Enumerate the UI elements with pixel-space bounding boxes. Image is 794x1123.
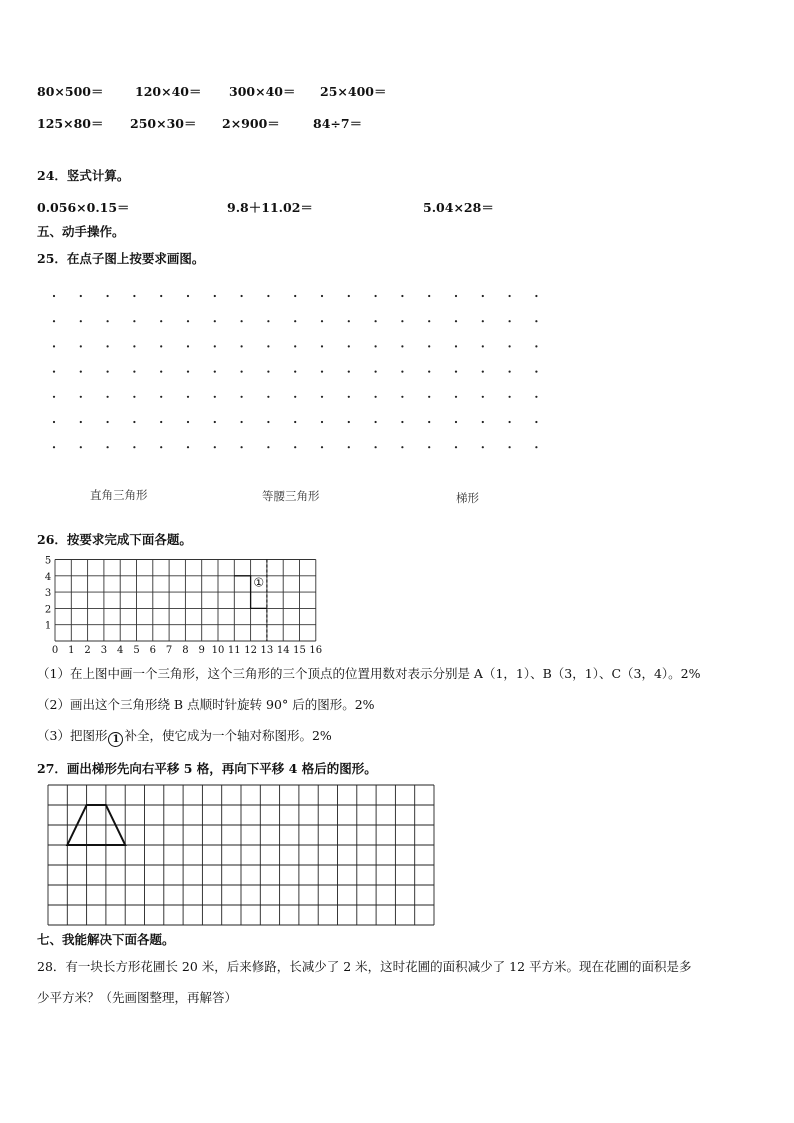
x-tick-label: 14 [276,645,290,656]
x-tick-label: 7 [165,645,173,656]
question-26-title: 26．按要求完成下面各题。 [37,532,192,547]
oral-item: 300×40＝ [229,84,296,99]
x-tick-label: 13 [260,645,274,656]
shape-label: ① [253,575,265,590]
x-tick-label: 4 [117,645,124,656]
oral-item: 84÷7＝ [313,116,363,131]
x-tick-label: 5 [133,645,140,656]
q24-item: 0.056×0.15＝ [37,200,130,215]
section-7-heading: 七、我能解决下面各题。 [37,932,175,947]
x-tick-label: 3 [100,645,108,656]
oral-item: 125×80＝ [37,116,104,131]
y-tick-label: 3 [44,588,52,600]
q26-sub3-prefix: （3）把图形 [37,728,108,743]
question-25-title: 25．在点子图上按要求画图。 [37,251,205,266]
y-tick-label: 4 [44,571,52,583]
q26-sub2: （2）画出这个三角形绕 B 点顺时针旋转 90° 后的图形。2% [37,697,375,712]
section-5-heading: 五、动手操作。 [37,224,125,239]
y-tick-label: 5 [44,555,52,567]
y-tick-label: 1 [44,620,52,632]
q26-sub1: （1）在上图中画一个三角形，这个三角形的三个顶点的位置用数对表示分别是 A（1，1）、B（3，1）、C（3，4）。2% [37,666,701,681]
oral-item: 2×900＝ [222,116,280,131]
x-tick-label: 15 [293,645,306,656]
q26-sub3-suffix: 补全，使它成为一个轴对称图形。2% [124,728,332,743]
x-tick-label: 9 [198,645,205,656]
question-24-title: 24．竖式计算。 [37,168,130,183]
circled-number: 1 [112,734,120,745]
q24-item: 5.04×28＝ [423,200,494,215]
label-right-triangle: 直角三角形 [90,488,148,502]
oral-item: 250×30＝ [130,116,197,131]
x-tick-label: 2 [84,645,91,656]
oral-item: 25×400＝ [320,84,387,99]
x-tick-label: 1 [68,645,75,656]
x-tick-label: 11 [227,645,241,656]
y-tick-label: 2 [44,604,52,616]
x-tick-label: 0 [51,645,59,656]
oral-item: 80×500＝ [37,84,104,99]
question-27-title: 27．画出梯形先向右平移 5 格，再向下平移 4 格后的图形。 [37,761,377,776]
oral-item: 120×40＝ [135,84,202,99]
label-isosceles-triangle: 等腰三角形 [262,489,320,503]
label-trapezoid: 梯形 [456,491,479,505]
x-tick-label: 10 [211,645,225,656]
x-tick-label: 16 [309,645,323,656]
q24-item: 9.8＋11.02＝ [227,200,313,215]
x-tick-label: 6 [149,645,156,656]
question-28-line1: 28．有一块长方形花圃长 20 米，后来修路，长减少了 2 米，这时花圃的面积减少了 12 平方米。现在花圃的面积是多 [37,959,692,974]
question-28-line2: 少平方米？（先画图整理，再解答） [37,990,238,1005]
x-tick-label: 12 [244,645,257,656]
x-tick-label: 8 [182,645,189,656]
